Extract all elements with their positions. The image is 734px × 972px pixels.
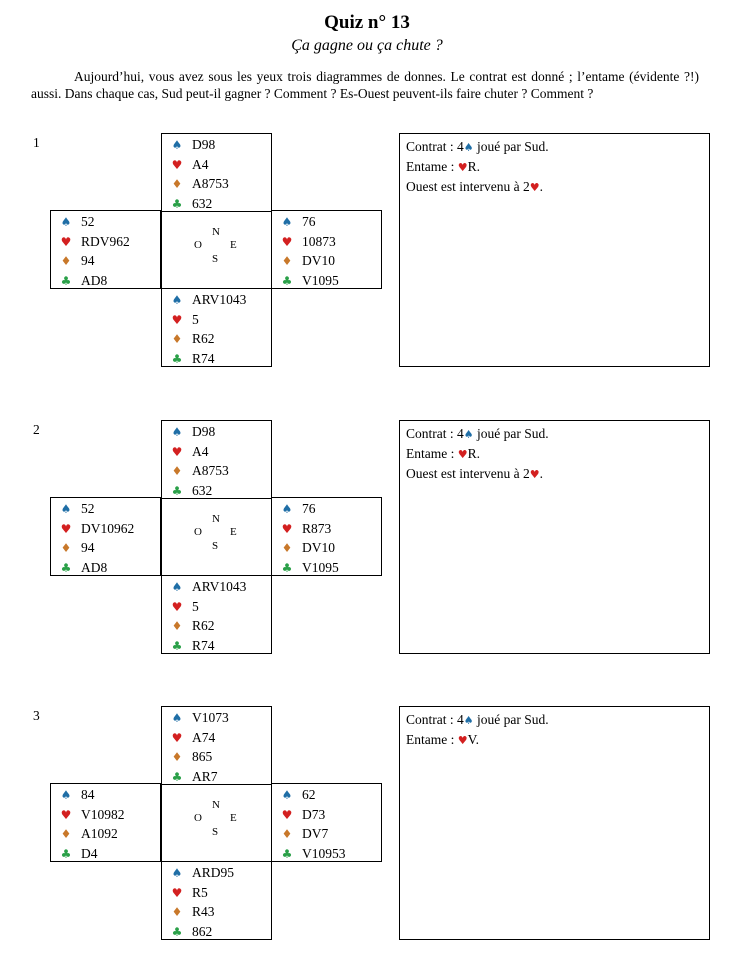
contract-info-box xyxy=(399,133,710,367)
east-spades-line xyxy=(272,212,381,232)
north-clubs-line xyxy=(162,194,271,214)
compass-box xyxy=(161,210,272,289)
west-hearts-cards: RDV962 xyxy=(81,233,130,249)
west-diamonds-cards: A1092 xyxy=(81,826,118,841)
west-diamonds-line xyxy=(51,251,160,271)
east-spades-line xyxy=(272,785,381,805)
north-spades-cards: D98 xyxy=(192,137,216,152)
west-diamonds-line xyxy=(51,824,160,844)
north-diamonds-line xyxy=(162,174,271,194)
deal-number: 2 xyxy=(33,422,40,437)
heart-icon: ♥ xyxy=(457,161,468,174)
north-spades-line xyxy=(162,135,271,155)
south-clubs-cards: 862 xyxy=(192,923,213,939)
south-hearts-cards: 5 xyxy=(192,311,199,327)
south-diamonds-cards: R43 xyxy=(192,904,215,919)
west-clubs-line xyxy=(51,271,160,291)
south-diamonds-line xyxy=(162,902,271,922)
hand-north xyxy=(161,133,272,212)
spade-icon: ♠ xyxy=(463,714,474,727)
south-clubs-line xyxy=(162,349,271,369)
north-clubs-line xyxy=(162,481,271,501)
lead-line xyxy=(406,730,703,750)
south-clubs-line xyxy=(162,922,271,942)
compass-east: E xyxy=(230,526,237,538)
spade-icon: ♠ xyxy=(171,293,183,307)
west-spades-line xyxy=(51,785,160,805)
east-hearts-cards: R873 xyxy=(302,520,332,536)
north-clubs-cards: 632 xyxy=(192,195,213,211)
east-hearts-cards: 10873 xyxy=(302,233,336,249)
north-diamonds-line xyxy=(162,461,271,481)
south-hearts-cards: R5 xyxy=(192,884,208,900)
heart-icon: ♥ xyxy=(529,468,540,481)
club-icon: ♣ xyxy=(60,560,72,575)
south-spades-cards: ARV1043 xyxy=(192,292,247,307)
south-spades-line xyxy=(162,863,271,883)
contract-suffix: joué par Sud. xyxy=(473,139,549,154)
compass-north: N xyxy=(212,226,220,238)
compass-north: N xyxy=(212,513,220,525)
hand-south xyxy=(161,575,272,654)
compass-south: S xyxy=(212,540,219,552)
hand-north xyxy=(161,706,272,785)
west-diamonds-cards: 94 xyxy=(81,253,95,268)
west-hearts-cards: DV10962 xyxy=(81,520,135,536)
south-diamonds-cards: R62 xyxy=(192,618,215,633)
east-hearts-line xyxy=(272,519,381,539)
diamond-icon: ♦ xyxy=(171,332,183,346)
compass-south: S xyxy=(212,826,219,838)
club-icon: ♣ xyxy=(171,196,183,211)
north-clubs-cards: AR7 xyxy=(192,768,218,784)
west-clubs-line xyxy=(51,558,160,578)
east-diamonds-cards: DV10 xyxy=(302,540,335,555)
spade-icon: ♠ xyxy=(60,502,72,516)
east-clubs-line xyxy=(272,844,381,864)
intro-paragraph: Aujourd’hui, vous avez sous les yeux trois diagrammes de donnes. Le contrat est donné ; l’entame (évidente ?!) aussi. Dans chaque cas, Sud peut-il gagner ? Comment ? Es-Ouest peuvent-ils faire chuter ? Comment ? xyxy=(31,69,699,101)
compass-east: E xyxy=(230,812,237,824)
bidding-line xyxy=(406,177,703,197)
compass-box xyxy=(161,497,272,576)
east-diamonds-line xyxy=(272,251,381,271)
heart-icon: ♥ xyxy=(60,521,72,536)
west-clubs-line xyxy=(51,844,160,864)
east-hearts-line xyxy=(272,805,381,825)
east-diamonds-line xyxy=(272,538,381,558)
north-hearts-line xyxy=(162,442,271,462)
contract-suffix: joué par Sud. xyxy=(473,712,549,727)
club-icon: ♣ xyxy=(171,351,183,366)
west-spades-line xyxy=(51,499,160,519)
west-hearts-line xyxy=(51,519,160,539)
south-hearts-line xyxy=(162,597,271,617)
compass-north: N xyxy=(212,799,220,811)
east-spades-cards: 62 xyxy=(302,787,316,802)
spade-icon: ♠ xyxy=(171,138,183,152)
north-spades-line xyxy=(162,708,271,728)
east-hearts-line xyxy=(272,232,381,252)
west-spades-cards: 84 xyxy=(81,787,95,802)
west-clubs-cards: D4 xyxy=(81,845,98,861)
diamond-icon: ♦ xyxy=(60,541,72,555)
heart-icon: ♥ xyxy=(171,312,183,327)
north-hearts-cards: A74 xyxy=(192,729,216,745)
heart-icon: ♥ xyxy=(60,807,72,822)
south-diamonds-line xyxy=(162,616,271,636)
north-spades-line xyxy=(162,422,271,442)
heart-icon: ♥ xyxy=(281,807,293,822)
hand-east xyxy=(271,497,382,576)
contract-info-box xyxy=(399,420,710,654)
heart-icon: ♥ xyxy=(281,234,293,249)
spade-icon: ♠ xyxy=(171,711,183,725)
club-icon: ♣ xyxy=(60,273,72,288)
east-clubs-line xyxy=(272,271,381,291)
lead-prefix: Entame : xyxy=(406,159,458,174)
diamond-icon: ♦ xyxy=(281,827,293,841)
heart-icon: ♥ xyxy=(529,181,540,194)
compass-west: O xyxy=(194,812,202,824)
west-clubs-cards: AD8 xyxy=(81,559,108,575)
club-icon: ♣ xyxy=(171,924,183,939)
hand-east xyxy=(271,783,382,862)
spade-icon: ♠ xyxy=(463,428,474,441)
north-hearts-cards: A4 xyxy=(192,156,209,172)
lead-prefix: Entame : xyxy=(406,732,458,747)
west-spades-cards: 52 xyxy=(81,214,95,229)
east-spades-line xyxy=(272,499,381,519)
south-diamonds-cards: R62 xyxy=(192,331,215,346)
diamond-icon: ♦ xyxy=(60,827,72,841)
spade-icon: ♠ xyxy=(60,788,72,802)
contract-prefix: Contrat : 4 xyxy=(406,712,464,727)
south-spades-cards: ARD95 xyxy=(192,865,235,880)
west-diamonds-cards: 94 xyxy=(81,540,95,555)
south-spades-cards: ARV1043 xyxy=(192,579,247,594)
club-icon: ♣ xyxy=(171,769,183,784)
north-clubs-line xyxy=(162,767,271,787)
east-clubs-cards: V10953 xyxy=(302,845,346,861)
spade-icon: ♠ xyxy=(171,580,183,594)
west-clubs-cards: AD8 xyxy=(81,272,108,288)
lead-card: R. xyxy=(467,159,480,174)
spade-icon: ♠ xyxy=(281,215,293,229)
diamond-icon: ♦ xyxy=(171,750,183,764)
diamond-icon: ♦ xyxy=(281,254,293,268)
west-hearts-cards: V10982 xyxy=(81,806,125,822)
contract-prefix: Contrat : 4 xyxy=(406,139,464,154)
deal-number: 1 xyxy=(33,135,40,150)
north-spades-cards: D98 xyxy=(192,424,216,439)
bid-text: Ouest est intervenu à 2 xyxy=(406,466,530,481)
west-hearts-line xyxy=(51,805,160,825)
compass-east: E xyxy=(230,239,237,251)
spade-icon: ♠ xyxy=(463,141,474,154)
heart-icon: ♥ xyxy=(281,521,293,536)
page-title: Quiz n° 13 xyxy=(324,12,410,33)
lead-line xyxy=(406,157,703,177)
lead-prefix: Entame : xyxy=(406,446,458,461)
diamond-icon: ♦ xyxy=(171,177,183,191)
diamond-icon: ♦ xyxy=(171,464,183,478)
south-spades-line xyxy=(162,290,271,310)
contract-suffix: joué par Sud. xyxy=(473,426,549,441)
west-hearts-line xyxy=(51,232,160,252)
heart-icon: ♥ xyxy=(171,730,183,745)
contract-info-box xyxy=(399,706,710,940)
heart-icon: ♥ xyxy=(171,885,183,900)
south-hearts-line xyxy=(162,310,271,330)
spade-icon: ♠ xyxy=(60,215,72,229)
heart-icon: ♥ xyxy=(457,734,468,747)
south-clubs-cards: R74 xyxy=(192,637,215,653)
compass-west: O xyxy=(194,526,202,538)
spade-icon: ♠ xyxy=(171,866,183,880)
east-hearts-cards: D73 xyxy=(302,806,326,822)
lead-card: V. xyxy=(467,732,479,747)
club-icon: ♣ xyxy=(60,846,72,861)
contract-line xyxy=(406,424,703,444)
east-diamonds-cards: DV7 xyxy=(302,826,329,841)
north-diamonds-line xyxy=(162,747,271,767)
hand-west xyxy=(50,210,161,289)
compass-south: S xyxy=(212,253,219,265)
bid-suffix: . xyxy=(539,179,543,194)
spade-icon: ♠ xyxy=(281,502,293,516)
heart-icon: ♥ xyxy=(171,157,183,172)
hand-north xyxy=(161,420,272,499)
heart-icon: ♥ xyxy=(60,234,72,249)
south-clubs-line xyxy=(162,636,271,656)
hand-south xyxy=(161,861,272,940)
heart-icon: ♥ xyxy=(171,444,183,459)
north-diamonds-cards: A8753 xyxy=(192,463,229,478)
hand-east xyxy=(271,210,382,289)
club-icon: ♣ xyxy=(171,638,183,653)
south-hearts-cards: 5 xyxy=(192,598,199,614)
compass-box xyxy=(161,783,272,862)
south-diamonds-line xyxy=(162,329,271,349)
diamond-icon: ♦ xyxy=(60,254,72,268)
club-icon: ♣ xyxy=(281,273,293,288)
compass-west: O xyxy=(194,239,202,251)
heart-icon: ♥ xyxy=(171,599,183,614)
spade-icon: ♠ xyxy=(281,788,293,802)
east-clubs-cards: V1095 xyxy=(302,272,339,288)
contract-prefix: Contrat : 4 xyxy=(406,426,464,441)
west-spades-cards: 52 xyxy=(81,501,95,516)
north-hearts-line xyxy=(162,728,271,748)
east-clubs-line xyxy=(272,558,381,578)
east-spades-cards: 76 xyxy=(302,501,316,516)
east-clubs-cards: V1095 xyxy=(302,559,339,575)
hand-south xyxy=(161,288,272,367)
hand-west xyxy=(50,497,161,576)
east-diamonds-cards: DV10 xyxy=(302,253,335,268)
club-icon: ♣ xyxy=(171,483,183,498)
north-hearts-line xyxy=(162,155,271,175)
north-spades-cards: V1073 xyxy=(192,710,229,725)
page-subtitle: Ça gagne ou ça chute ? xyxy=(291,37,443,54)
bidding-line xyxy=(406,464,703,484)
spade-icon: ♠ xyxy=(171,425,183,439)
club-icon: ♣ xyxy=(281,560,293,575)
diamond-icon: ♦ xyxy=(171,619,183,633)
contract-line xyxy=(406,137,703,157)
heart-icon: ♥ xyxy=(457,448,468,461)
south-spades-line xyxy=(162,577,271,597)
south-clubs-cards: R74 xyxy=(192,350,215,366)
west-spades-line xyxy=(51,212,160,232)
diamond-icon: ♦ xyxy=(171,905,183,919)
north-hearts-cards: A4 xyxy=(192,443,209,459)
deal-number: 3 xyxy=(33,708,40,723)
east-diamonds-line xyxy=(272,824,381,844)
north-clubs-cards: 632 xyxy=(192,482,213,498)
lead-card: R. xyxy=(467,446,480,461)
club-icon: ♣ xyxy=(281,846,293,861)
south-hearts-line xyxy=(162,883,271,903)
north-diamonds-cards: A8753 xyxy=(192,176,229,191)
contract-line xyxy=(406,710,703,730)
hand-west xyxy=(50,783,161,862)
bid-suffix: . xyxy=(539,466,543,481)
west-diamonds-line xyxy=(51,538,160,558)
lead-line xyxy=(406,444,703,464)
bid-text: Ouest est intervenu à 2 xyxy=(406,179,530,194)
north-diamonds-cards: 865 xyxy=(192,749,213,764)
east-spades-cards: 76 xyxy=(302,214,316,229)
diamond-icon: ♦ xyxy=(281,541,293,555)
